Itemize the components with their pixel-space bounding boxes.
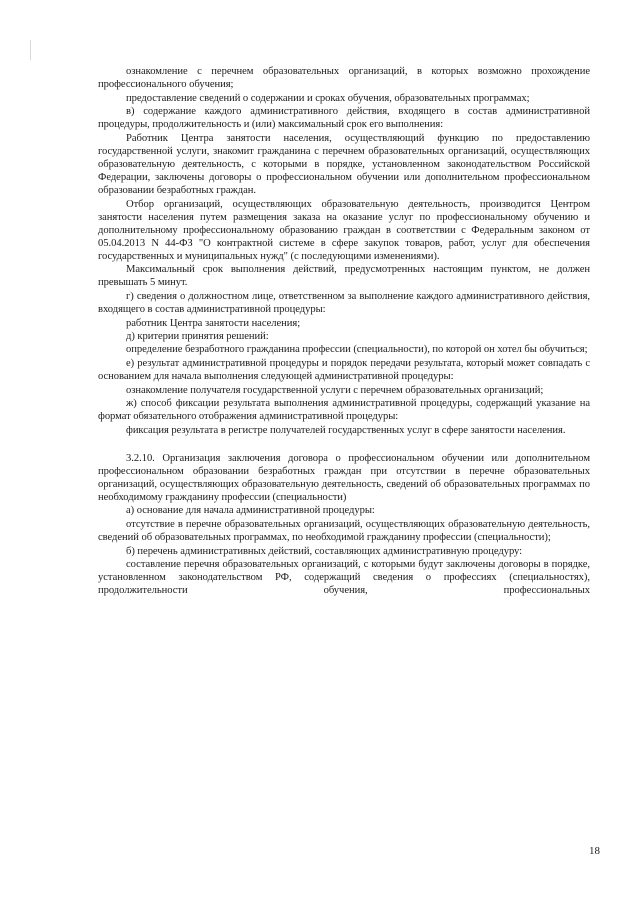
paragraph: предоставление сведений о содержании и сроках обучения, образовательных программах; <box>126 92 530 104</box>
document-body <box>98 65 590 598</box>
paragraph: г) сведения о должностном лице, ответственном за выполнение каждого административного действия, входящего в состав административной процедуры: <box>98 290 590 316</box>
paragraph: работник Центра занятости населения; <box>126 317 301 329</box>
paragraph: фиксация результата в регистре получателей государственных услуг в сфере занятости населения. <box>126 424 566 436</box>
paragraph: е) результат административной процедуры и порядок передачи результата, который может совпадать с основанием для начала выполнения следующей административной процедуры: <box>98 357 590 383</box>
paragraph: в) содержание каждого административного действия, входящего в состав административной процедуры, продолжительность и (или) максимальный срок его выполнения: <box>98 106 590 131</box>
paragraph: определение безработного гражданина профессии (специальности), по которой он хотел бы обучиться; <box>126 344 588 356</box>
scan-margin-mark <box>30 40 31 60</box>
paragraph: составление перечня образовательных организаций, с которыми будут заключены договоры в порядке, установленном законодательством РФ, содержащий сведения о профессиях (специальностях), продолжительности обучения, профессиональных <box>98 559 590 597</box>
paragraph: Максимальный срок выполнения действий, предусмотренных настоящим пунктом, не должен превышать 5 минут. <box>98 264 590 289</box>
paragraph: Работник Центра занятости населения, осуществляющий функцию по предоставлению государственной услуги, знакомит гражданина с перечнем образовательных организаций, осуществляющих образовательную деятельность, с которыми в порядке, установленном законодательством Российской Федерации, заключены договоры о профессиональном обучении или дополнительном профессиональном образовании безработных граждан. <box>98 132 590 197</box>
paragraph: ж) способ фиксации результата выполнения административной процедуры, содержащий указание на формат обязательного отображения административной процедуры: <box>98 398 590 423</box>
paragraph: Отбор организаций, осуществляющих образовательную деятельность, производится Центром занятости населения путем размещения заказа на оказание услуг по профессиональному обучению и дополнительному профессиональному образованию граждан в соответствии с Федеральным законом от 05.04.2013 N 44-ФЗ "О контрактной системе в сфере закупок товаров, работ, услуг для обеспечения государственных и муниципальных нужд" (с последующими изменениями). <box>98 198 590 262</box>
paragraph: а) основание для начала административной процедуры: <box>126 505 375 517</box>
paragraph: д) критерии принятия решений: <box>126 331 269 342</box>
paragraph: отсутствие в перечне образовательных организаций, осуществляющих образовательную деятельность, сведений об образовательных программах, по необходимой гражданину профессии (специальности); <box>98 518 590 544</box>
paragraph: б) перечень административных действий, составляющих административную процедуру: <box>126 545 523 557</box>
paragraph: ознакомление получателя государственной услуги с перечнем образовательных организаций; <box>126 384 544 396</box>
section-heading-paragraph: 3.2.10. Организация заключения договора о профессиональном обучении или дополнительном профессиональном образовании безработных граждан при отсутствии в перечне образовательных организаций, осуществляющих образовательную деятельность, сведений об образовательных программах по необходимому гражданину профессии (специальности) <box>98 452 590 503</box>
paragraph: ознакомление с перечнем образовательных организаций, в которых возможно прохождение профессионального обучения; <box>98 66 590 91</box>
page-number: 18 <box>589 845 600 857</box>
